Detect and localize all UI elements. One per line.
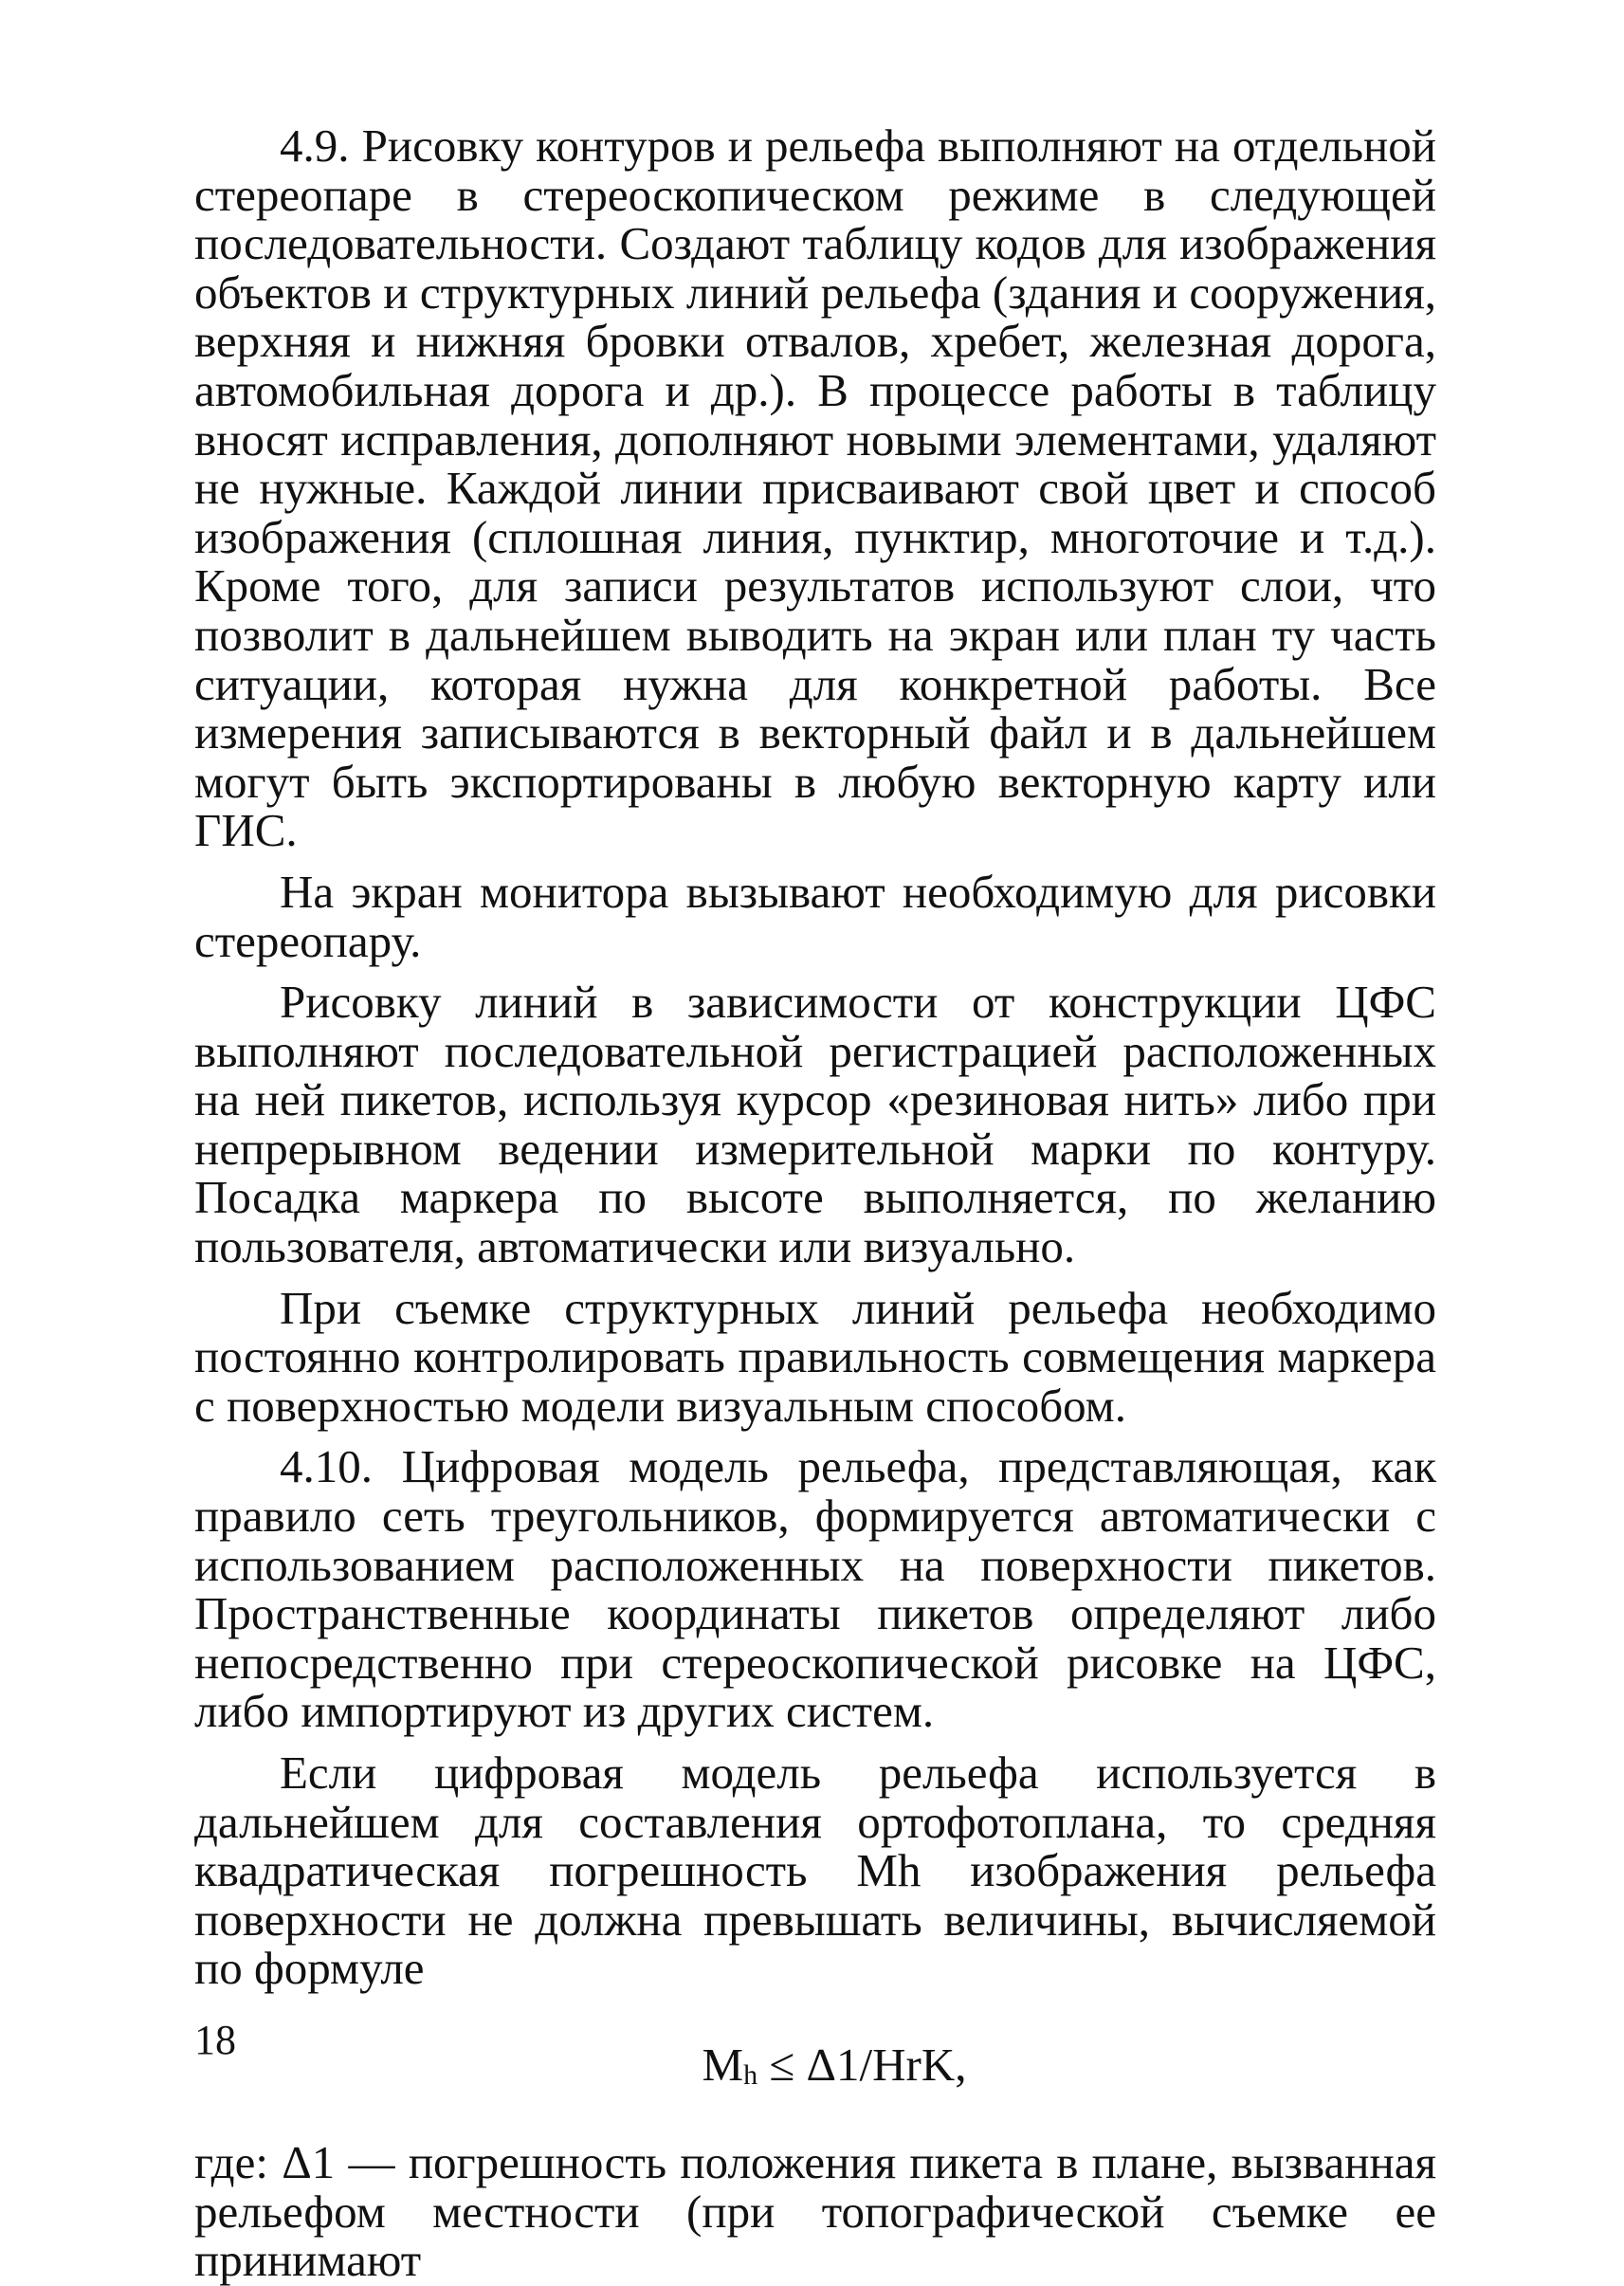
paragraph-4-9: 4.9. Рисовку контуров и рельефа выполняют на отдельной стереопаре в стереоскопическом режиме в следующей последовательности. Создают таблицу кодов для изображения объектов и структурных линий рельефа (здания и сооружения, верхняя и нижняя бровки отвалов, хребет, железная дорога, автомобильная дорога и др.). В процессе работы в таблицу вносят исправления, дополняют новыми элементами, удаляют не нужные. Каждой линии присваивают свой цвет и способ изображения (сплошная линия, пунктир, многоточие и т.д.). Кроме того, для записи результатов используют слои, что позволит в дальнейшем выводить на экран или план ту часть ситуации, которая нужна для конкретной работы. Все измерения записываются в векторный файл и в дальнейшем могут быть экспортированы в любую векторную карту или ГИС. [194,119,1436,857]
paragraph-4-10: 4.10. Цифровая модель рельефа, представляющая, как правило сеть треугольников, формируется автоматически с использованием расположенных на поверхности пикетов. Пространственные координаты пикетов определяют либо непосредственно при стереоскопической рисовке на ЦФС, либо импортируют из других систем. [194,1440,1436,1738]
paragraph-structural-lines: При съемке структурных линий рельефа необходимо постоянно контролировать правильность совмещения маркера с поверхностью модели визуальным способом. [194,1281,1436,1432]
formula-explanation: где: Δ1 — погрешность положения пикета в плане, вызванная рельефом местности (при топографической съемке ее принимают [194,2135,1436,2286]
formula [194,2040,1436,2100]
formula-symbol: M [702,2038,744,2091]
formula-rest: ≤ Δ1/HrK, [757,2038,967,2091]
formula-subscript: h [743,2058,758,2091]
page-number: 18 [194,2017,236,2063]
paragraph-dem-accuracy: Если цифровая модель рельефа используется в дальнейшем для составления ортофотоплана, то средняя квадратическая погрешность Mh изображения рельефа поверхности не должна превышать величины, вычисляемой по формуле [194,1747,1436,1995]
paragraph-line-drawing: Рисовку линий в зависимости от конструкции ЦФС выполняют последовательной регистрацией расположенных на ней пикетов, используя курсор «резиновая нить» либо при непрерывном ведении измерительной марки по контуру. Посадка маркера по высоте выполняется, по желанию пользователя, автоматически или визуально. [194,976,1436,1273]
page-body [194,121,1436,2285]
paragraph-monitor: На экран монитора вызывают необходимую для рисовки стереопару. [194,865,1436,967]
